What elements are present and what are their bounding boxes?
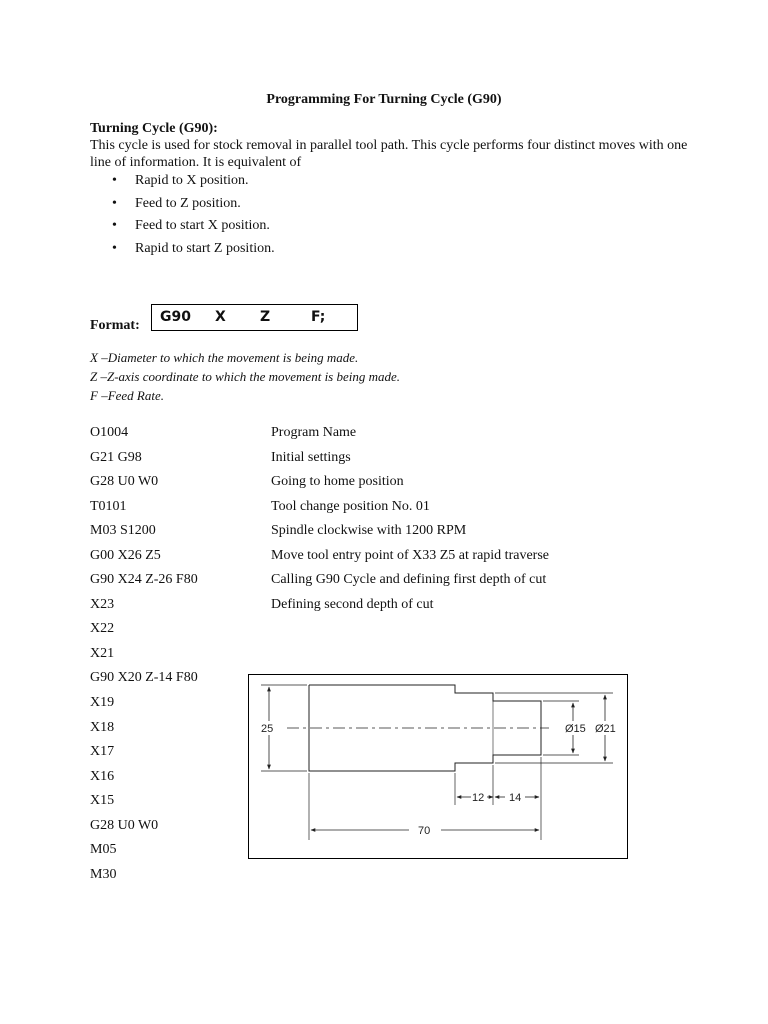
program-desc: Move tool entry point of X33 Z5 at rapid traverse xyxy=(271,547,549,563)
program-code: G90 X24 Z-26 F80 xyxy=(90,572,198,588)
section-heading: Turning Cycle (G90): xyxy=(90,121,218,136)
program-code: X15 xyxy=(90,793,115,809)
intro-paragraph: This cycle is used for stock removal in parallel tool path. This cycle performs four distinct moves with one line of information. It is equivalent of xyxy=(90,138,688,170)
format-token: Z xyxy=(260,309,271,325)
program-desc: Spindle clockwise with 1200 RPM xyxy=(271,523,467,539)
program-code: G28 U0 W0 xyxy=(90,474,159,490)
program-desc: Going to home position xyxy=(271,474,404,490)
program-desc: Program Name xyxy=(271,425,357,440)
program-desc: Defining second depth of cut xyxy=(271,596,434,612)
dim-label-dia15: Ø15 xyxy=(565,723,586,735)
list-item: • Rapid to start Z position. xyxy=(112,240,275,263)
program-code: T0101 xyxy=(90,498,127,514)
program-code: X21 xyxy=(90,645,115,661)
format-label: Format: xyxy=(90,318,140,333)
program-code: M30 xyxy=(90,866,117,882)
dim-label-14: 14 xyxy=(509,792,522,804)
program-code: O1004 xyxy=(90,425,129,440)
list-item: • Feed to Z position. xyxy=(112,195,275,218)
definition-f: F –Feed Rate. xyxy=(90,388,164,403)
program-code: X23 xyxy=(90,596,115,612)
program-code: X22 xyxy=(90,621,115,637)
program-code: X16 xyxy=(90,768,115,784)
program-code: X17 xyxy=(90,744,115,760)
program-desc: Calling G90 Cycle and defining first depth of cut xyxy=(271,572,547,588)
program-code: G00 X26 Z5 xyxy=(90,547,161,563)
program-code: G90 X20 Z-14 F80 xyxy=(90,670,198,686)
dim-label-12: 12 xyxy=(472,792,485,804)
page-title: Programming For Turning Cycle (G90) xyxy=(266,92,502,107)
list-item: • Rapid to X position. xyxy=(112,172,275,195)
program-code: M03 S1200 xyxy=(90,523,156,539)
program-code: M05 xyxy=(90,842,117,858)
definition-z: Z –Z-axis coordinate to which the movement is being made. xyxy=(90,369,401,384)
program-code: G21 G98 xyxy=(90,449,142,465)
format-box xyxy=(151,304,358,331)
program-code: X18 xyxy=(90,719,115,735)
format-token: X xyxy=(215,309,226,325)
list-item: • Feed to start X position. xyxy=(112,217,275,240)
dim-label-dia21: Ø21 xyxy=(595,723,616,735)
program-code: G28 U0 W0 xyxy=(90,817,159,833)
format-token: F; xyxy=(311,309,326,325)
definition-x: X –Diameter to which the movement is being made. xyxy=(90,350,359,365)
part-drawing xyxy=(248,674,628,859)
program-code: X19 xyxy=(90,695,115,711)
program-desc: Initial settings xyxy=(271,449,351,465)
format-token: G90 xyxy=(160,309,191,325)
dim-label-25: 25 xyxy=(261,723,274,735)
program-desc: Tool change position No. 01 xyxy=(271,498,430,514)
dim-label-70: 70 xyxy=(418,825,431,837)
part-drawing-svg xyxy=(249,675,627,858)
definitions xyxy=(90,348,400,405)
move-list xyxy=(112,172,275,262)
